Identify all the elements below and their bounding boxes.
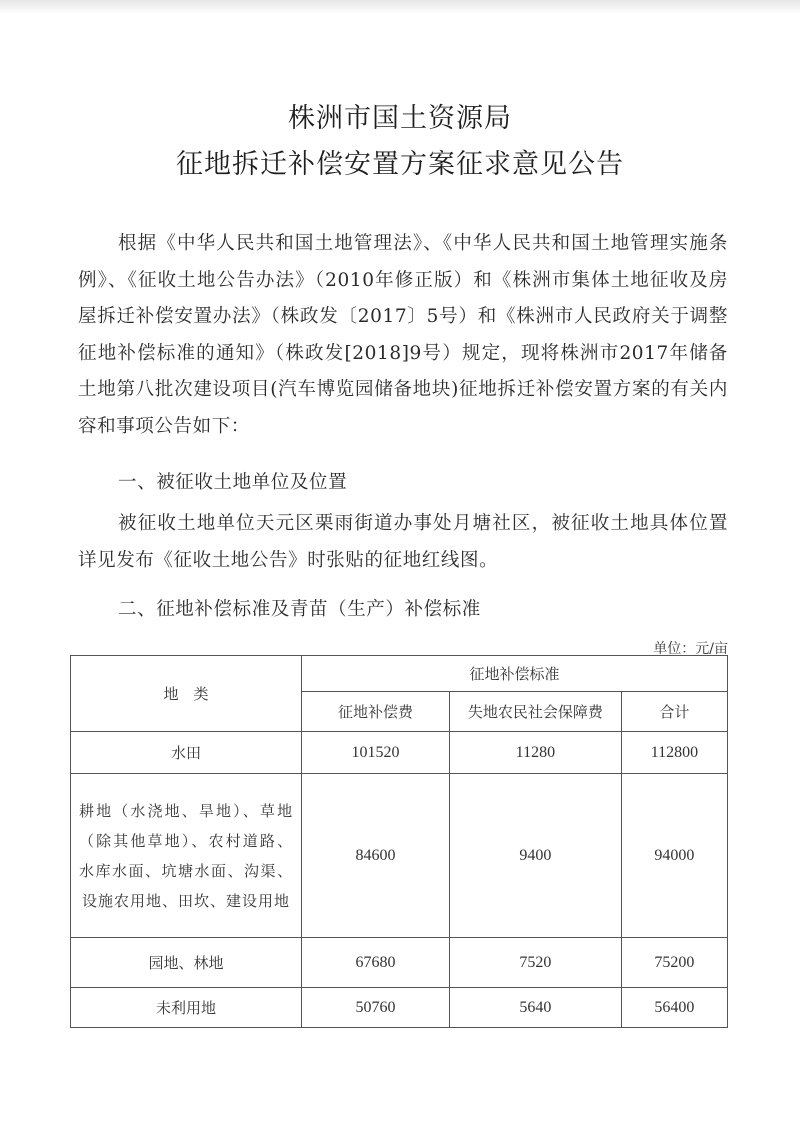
compensation-cell: 84600	[302, 774, 450, 938]
table-row	[71, 732, 728, 774]
table-row	[71, 774, 728, 938]
land-type-cell: 未利用地	[71, 988, 302, 1028]
total-cell: 94000	[621, 774, 727, 938]
header-compensation-fee: 征地补偿费	[302, 692, 450, 732]
notice-title: 征地拆迁补偿安置方案征求意见公告	[176, 149, 624, 180]
issuer-title: 株洲市国土资源局	[288, 103, 512, 134]
table-row	[71, 988, 728, 1028]
header-compensation-standard: 征地补偿标准	[302, 656, 728, 692]
compensation-cell: 101520	[302, 732, 450, 774]
header-land-type: 地 类	[71, 656, 302, 732]
compensation-table	[70, 655, 728, 1028]
intro-paragraph: 根据《中华人民共和国土地管理法》、《中华人民共和国土地管理实施条例》、《征收土地公告办法》（2010年修正版）和《株洲市集体土地征收及房屋拆迁补偿安置办法》（株政发〔2017〕5号）和《株洲市人民政府关于调整征地补偿标准的通知》（株政发[2018]9号）规定，现将株洲市2017年储备土地第八批次建设项目(汽车博览园储备地块)征地拆迁补偿安置方案的有关内容和事项公告如下：	[78, 233, 728, 437]
total-cell: 75200	[621, 938, 727, 988]
total-cell: 56400	[621, 988, 727, 1028]
header-total: 合计	[621, 692, 727, 732]
social-security-cell: 7520	[449, 938, 621, 988]
social-security-cell: 5640	[449, 988, 621, 1028]
header-social-security-fee: 失地农民社会保障费	[449, 692, 621, 732]
section-2-heading: 二、征地补偿标准及青苗（生产）补偿标准	[118, 599, 481, 620]
section-1-heading: 一、被征收土地单位及位置	[118, 472, 348, 493]
land-type-cell: 水田	[71, 732, 302, 774]
compensation-cell: 50760	[302, 988, 450, 1028]
land-type-cell: 园地、林地	[71, 938, 302, 988]
section-1-text: 被征收土地单位天元区栗雨街道办事处月塘社区，被征收土地具体位置详见发布《征收土地公告》时张贴的征地红线图。	[78, 513, 728, 571]
social-security-cell: 9400	[449, 774, 621, 938]
unit-label: 单位：元/亩	[653, 641, 728, 657]
social-security-cell: 11280	[449, 732, 621, 774]
table-row	[71, 938, 728, 988]
total-cell: 112800	[621, 732, 727, 774]
scan-edge-shadow	[0, 0, 800, 14]
land-type-cell: 耕地（水浇地、旱地）、草地（除其他草地）、农村道路、水库水面、坑塘水面、沟渠、设施农用地、田坎、建设用地	[71, 774, 302, 938]
compensation-cell: 67680	[302, 938, 450, 988]
